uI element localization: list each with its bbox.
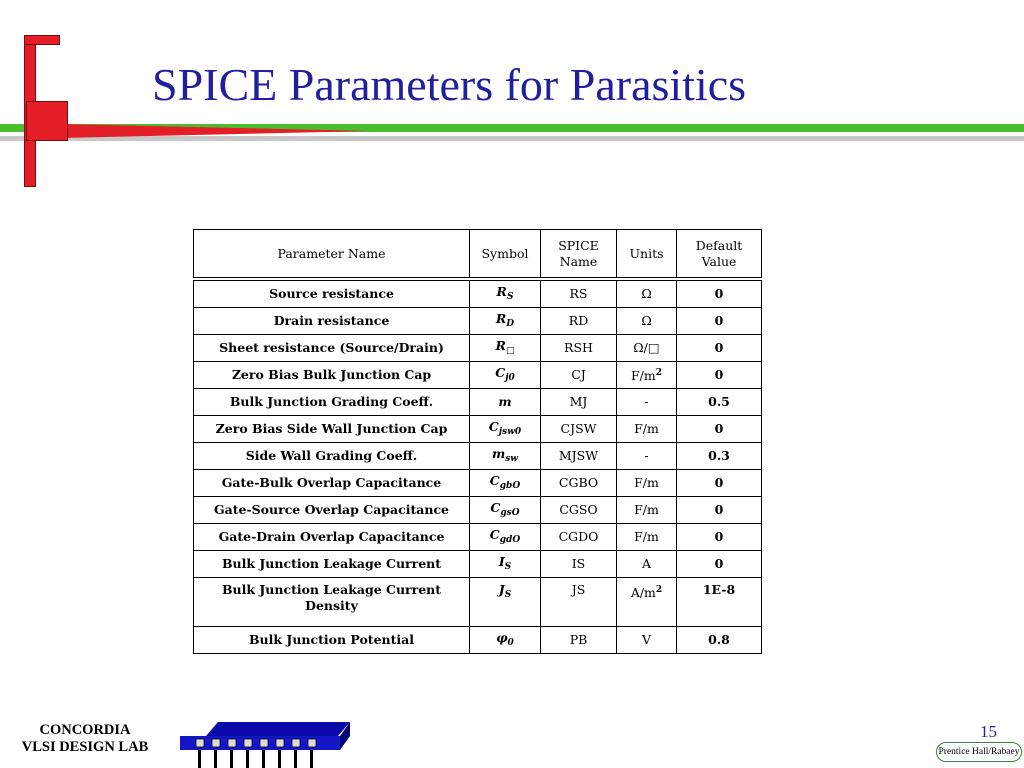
parameter-name-cell: [194, 627, 470, 654]
units-cell: [617, 443, 677, 470]
default-value-cell: [677, 524, 762, 551]
symbol-subscript: 0: [507, 637, 514, 648]
symbol-cell: [470, 416, 541, 443]
unit-superscript: 2: [655, 585, 663, 595]
unit-text: -: [644, 394, 649, 409]
default-value: 0: [714, 286, 724, 301]
symbol-main: C: [489, 472, 500, 488]
spice-name-cell: [541, 497, 617, 524]
spice-name: CGDO: [558, 529, 599, 544]
header-default-value: Default Value: [677, 230, 762, 280]
symbol-subscript: jsw0: [498, 426, 522, 437]
parameter-name-cell: [194, 389, 470, 416]
table-row: [194, 335, 762, 362]
spice-name-cell: [541, 416, 617, 443]
symbol-main: C: [495, 364, 506, 380]
header-spice-name: SPICE Name: [541, 230, 617, 280]
spice-name-cell: [541, 279, 617, 308]
symbol-main: C: [490, 499, 501, 515]
parameter-name: Bulk Junction Leakage Current: [221, 556, 442, 571]
symbol-cell: [470, 279, 541, 308]
parameter-name: Bulk Junction Grading Coeff.: [229, 394, 434, 409]
symbol-cell: [470, 362, 541, 389]
symbol-cell: [470, 335, 541, 362]
symbol-main: C: [489, 526, 500, 542]
table-row: [194, 443, 762, 470]
parameter-name-cell: [194, 497, 470, 524]
red-bracket-cap: [24, 35, 60, 45]
unit-text: F/m: [630, 368, 656, 384]
spice-name-cell: [541, 443, 617, 470]
symbol-subscript: gdO: [499, 534, 521, 545]
units-cell: [617, 497, 677, 524]
symbol-cell: [470, 470, 541, 497]
unit-text: F/m: [634, 475, 659, 490]
default-value-cell: [677, 416, 762, 443]
parameter-name-cell: [194, 524, 470, 551]
symbol-subscript: gsO: [500, 507, 520, 518]
units-cell: [617, 308, 677, 335]
spice-name: CGBO: [558, 475, 599, 490]
table-row: [194, 551, 762, 578]
parameter-name: Source resistance: [269, 286, 394, 301]
unit-text: Ω: [641, 313, 652, 328]
parameter-name-cell: [194, 335, 470, 362]
default-value: 0: [714, 556, 724, 571]
spice-parameters-table: [193, 229, 762, 654]
header-parameter-name: Parameter Name: [194, 230, 470, 280]
symbol-main: m: [491, 445, 506, 461]
parameter-name: Bulk Junction Potential: [248, 632, 414, 647]
default-value-cell: [677, 362, 762, 389]
chip-top-face: [206, 722, 350, 736]
publisher-badge: Prentice Hall/Rabaey: [936, 742, 1022, 762]
spice-name-cell: [541, 308, 617, 335]
symbol-cell: [470, 308, 541, 335]
unit-text: Ω/□: [633, 340, 660, 355]
symbol-subscript: D: [506, 318, 515, 329]
symbol-subscript: S: [504, 561, 512, 572]
default-value-cell: [677, 308, 762, 335]
default-value-cell: [677, 627, 762, 654]
unit-text: -: [644, 448, 649, 463]
unit-text: F/m: [634, 502, 659, 517]
spice-name-cell: [541, 578, 617, 627]
default-value-cell: [677, 443, 762, 470]
default-value: 0: [714, 529, 724, 544]
spice-name: IS: [571, 556, 586, 571]
table-row: [194, 627, 762, 654]
header-symbol: Symbol: [470, 230, 541, 280]
footer-org-line1: CONCORDIA: [39, 722, 131, 738]
symbol-main: m: [498, 394, 512, 409]
parameter-name: Zero Bias Side Wall Junction Cap: [215, 421, 448, 436]
spice-name: CGSO: [559, 502, 598, 517]
parameter-name: Bulk Junction Leakage Current Density: [221, 582, 442, 613]
symbol-cell: [470, 497, 541, 524]
symbol-subscript: S: [506, 291, 514, 302]
symbol-main: C: [488, 418, 499, 434]
parameter-name-cell: [194, 416, 470, 443]
parameter-name: Sheet resistance (Source/Drain): [219, 340, 444, 355]
unit-text: F/m: [634, 529, 659, 544]
footer-organization: [0, 722, 170, 756]
page-number: 15: [980, 722, 997, 741]
parameter-name-cell: [194, 578, 470, 627]
symbol-main: R: [495, 337, 506, 353]
unit-text: A/m: [630, 585, 656, 601]
symbol-subscript: gbO: [499, 480, 521, 491]
units-cell: [617, 578, 677, 627]
table-row: [194, 578, 762, 627]
chip-logo-icon: [178, 720, 352, 768]
default-value-cell: [677, 335, 762, 362]
parameter-name-cell: [194, 551, 470, 578]
spice-name: MJ: [569, 394, 588, 409]
parameter-name: Drain resistance: [273, 313, 390, 328]
table-header-row: [194, 230, 762, 280]
table-row: [194, 416, 762, 443]
symbol-cell: [470, 551, 541, 578]
units-cell: [617, 470, 677, 497]
symbol-subscript: □: [505, 345, 515, 356]
default-value: 0: [714, 367, 724, 382]
parameter-name: Gate-Drain Overlap Capacitance: [218, 529, 445, 544]
default-value: 0: [714, 502, 724, 517]
symbol-cell: [470, 389, 541, 416]
default-value: 0: [714, 313, 724, 328]
spice-name-cell: [541, 524, 617, 551]
default-value: 1E-8: [702, 582, 736, 597]
chip-pins: [198, 750, 313, 768]
header-units: Units: [617, 230, 677, 280]
default-value: 0: [714, 475, 724, 490]
symbol-subscript: S: [504, 590, 512, 600]
spice-name: RD: [568, 313, 589, 328]
unit-text: V: [641, 632, 652, 647]
default-value: 0: [714, 421, 724, 436]
title-underline-grey: [0, 136, 1024, 141]
spice-name-cell: [541, 362, 617, 389]
spice-name: CJSW: [560, 421, 597, 436]
spice-name: PB: [569, 632, 588, 647]
spice-name-cell: [541, 551, 617, 578]
units-cell: [617, 416, 677, 443]
parameter-name-cell: [194, 308, 470, 335]
spice-name: MJSW: [558, 448, 599, 463]
default-value-cell: [677, 578, 762, 627]
units-cell: [617, 627, 677, 654]
parameter-name: Gate-Bulk Overlap Capacitance: [221, 475, 442, 490]
symbol-main: R: [496, 283, 507, 299]
symbol-subscript: j0: [505, 372, 515, 383]
parameter-name-cell: [194, 443, 470, 470]
spice-name: JS: [571, 582, 586, 597]
unit-text: F/m: [634, 421, 659, 436]
title-underline-green: [0, 124, 1024, 132]
default-value: 0.3: [708, 448, 730, 463]
parameter-name-cell: [194, 470, 470, 497]
spice-name-cell: [541, 335, 617, 362]
spice-name-cell: [541, 389, 617, 416]
table-body: [194, 279, 762, 654]
unit-superscript: 2: [655, 368, 662, 379]
spice-name-cell: [541, 470, 617, 497]
default-value: 0: [714, 340, 724, 355]
table-row: [194, 497, 762, 524]
footer-org-line2: VLSI DESIGN LAB: [21, 739, 149, 755]
table-row: [194, 362, 762, 389]
table-row: [194, 470, 762, 497]
red-bracket-block: [26, 101, 68, 141]
parameter-name: Side Wall Grading Coeff.: [245, 448, 418, 463]
default-value: 0.8: [708, 632, 730, 647]
spice-name: CJ: [571, 367, 586, 382]
units-cell: [617, 524, 677, 551]
parameter-name: Gate-Source Overlap Capacitance: [213, 502, 450, 517]
unit-text: A: [641, 556, 652, 571]
symbol-subscript: sw: [505, 453, 519, 464]
unit-text: Ω: [641, 286, 652, 301]
default-value-cell: [677, 470, 762, 497]
default-value-cell: [677, 279, 762, 308]
units-cell: [617, 362, 677, 389]
symbol-main: R: [495, 310, 507, 326]
symbol-cell: [470, 524, 541, 551]
units-cell: [617, 389, 677, 416]
default-value-cell: [677, 389, 762, 416]
table-row: [194, 279, 762, 308]
units-cell: [617, 551, 677, 578]
spice-name: RSH: [564, 340, 593, 355]
units-cell: [617, 335, 677, 362]
default-value-cell: [677, 551, 762, 578]
symbol-main: I: [498, 553, 505, 569]
units-cell: [617, 279, 677, 308]
spice-name: RS: [569, 286, 588, 301]
table-row: [194, 308, 762, 335]
parameter-name-cell: [194, 362, 470, 389]
parameter-name: Zero Bias Bulk Junction Cap: [231, 367, 432, 382]
spice-name-cell: [541, 627, 617, 654]
default-value-cell: [677, 497, 762, 524]
table-row: [194, 389, 762, 416]
slide-title: SPICE Parameters for Parasitics: [152, 59, 747, 110]
symbol-cell: [470, 443, 541, 470]
symbol-main: φ: [496, 629, 508, 645]
parameter-name-cell: [194, 279, 470, 308]
symbol-cell: [470, 578, 541, 627]
symbol-main: J: [498, 582, 505, 597]
table-row: [194, 524, 762, 551]
default-value: 0.5: [708, 394, 730, 409]
symbol-cell: [470, 627, 541, 654]
